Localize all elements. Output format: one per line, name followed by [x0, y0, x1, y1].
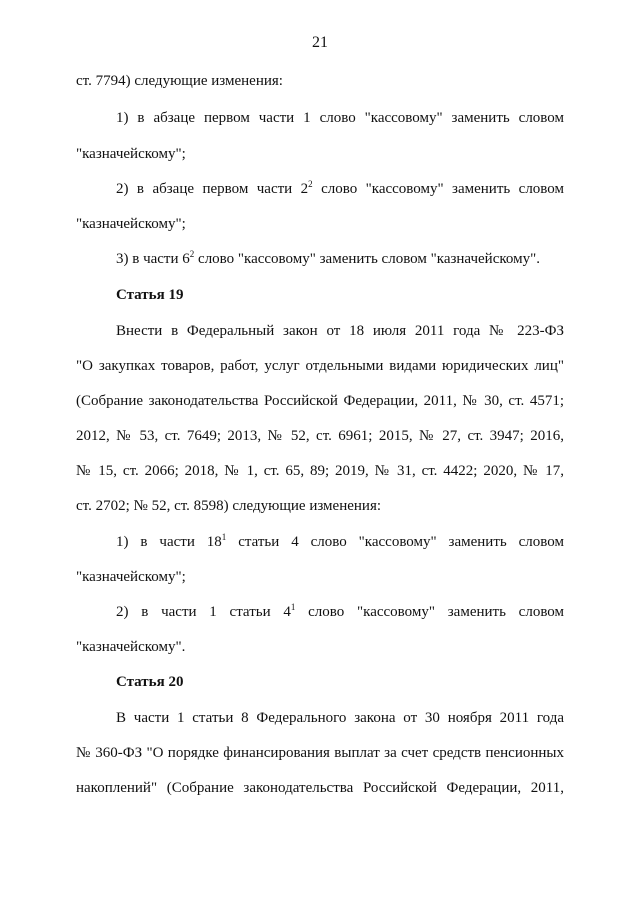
text-line: "казначейскому";	[76, 146, 186, 162]
text-line: 2012, № 53, ст. 7649; 2013, № 52, ст. 6961; 2015, № 27, ст. 3947; 2016,	[76, 428, 564, 444]
text-line: (Собрание законодательства Российской Федерации, 2011, № 30, ст. 4571;	[76, 393, 564, 409]
superscript: 2	[189, 249, 195, 259]
text-line: № 360-ФЗ "О порядке финансирования выплат за счет средств пенсионных	[76, 745, 564, 761]
text-fragment: 3) в части 6	[116, 251, 190, 267]
superscript: 1	[290, 602, 296, 612]
text-fragment: 2) в абзаце первом части 2	[116, 181, 309, 197]
text-line: "казначейскому".	[76, 639, 186, 655]
text-fragment: 1) в части 18	[116, 534, 222, 550]
text-line: № 15, ст. 2066; 2018, № 1, ст. 65, 89; 2019, № 31, ст. 4422; 2020, № 17,	[76, 463, 564, 479]
text-line	[116, 603, 564, 621]
text-line: В части 1 статьи 8 Федерального закона от 30 ноября 2011 года	[116, 710, 564, 726]
text-fragment: 2) в части 1 статьи 4	[116, 604, 291, 620]
text-line	[116, 533, 564, 551]
page-number: 21	[312, 34, 328, 51]
text-line: "О закупках товаров, работ, услуг отдельными видами юридических лиц"	[76, 358, 564, 374]
text-fragment: слово "кассовому" заменить словом	[295, 604, 565, 620]
text-line: 1) в абзаце первом части 1 слово "кассовому" заменить словом	[116, 110, 564, 126]
text-fragment: слово "кассовому" заменить словом "казначейскому".	[194, 251, 540, 267]
text-line: накоплений" (Собрание законодательства Российской Федерации, 2011,	[76, 780, 564, 796]
text-line: ст. 2702; № 52, ст. 8598) следующие изменения:	[76, 498, 382, 514]
superscript: 1	[221, 532, 227, 542]
superscript: 2	[308, 179, 313, 189]
text-line: "казначейскому";	[76, 216, 186, 232]
article-heading: Статья 20	[116, 674, 184, 690]
text-fragment: слово "кассовому" заменить словом	[312, 181, 564, 197]
text-line: "казначейскому";	[76, 569, 186, 585]
text-fragment: статьи 4 слово "кассовому" заменить словом	[226, 534, 564, 550]
text-line	[116, 180, 564, 198]
article-heading: Статья 19	[116, 287, 184, 303]
text-line: ст. 7794) следующие изменения:	[76, 73, 283, 89]
text-line	[116, 250, 564, 268]
text-line: Внести в Федеральный закон от 18 июля 2011 года № 223-ФЗ	[116, 323, 564, 339]
